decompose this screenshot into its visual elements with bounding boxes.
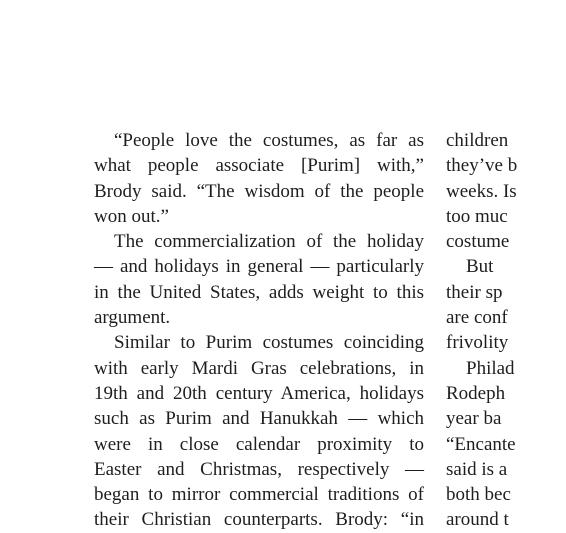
text-line: began to mirror commercial traditions of xyxy=(94,484,424,506)
text-line: frivolity xyxy=(446,332,509,354)
text-line: too muc xyxy=(446,205,508,227)
text-line: in the United States, adds weight to this xyxy=(94,281,424,303)
text-line: children xyxy=(446,130,509,151)
text-line: both bec xyxy=(446,484,511,506)
text-line: said is a xyxy=(446,458,508,480)
text-line: “Encante xyxy=(446,433,516,455)
text-line: Easter and Christmas, respectively — xyxy=(94,458,424,480)
text-line: But xyxy=(466,256,494,278)
text-line: 19th and 20th century America, holidays xyxy=(94,382,424,404)
text-line: Brody said. “The wisdom of the people xyxy=(94,180,424,202)
text-line: year ba xyxy=(446,408,502,430)
text-line: their sp xyxy=(446,281,503,303)
text-line: costume xyxy=(446,231,510,253)
text-line: they’ve b xyxy=(446,155,518,177)
text-line: Philad xyxy=(466,357,515,379)
text-line: with early Mardi Gras celebrations, in xyxy=(94,357,424,379)
text-line: — and holidays in general — particularly xyxy=(94,256,424,278)
text-line: what people associate [Purim] with,” xyxy=(94,155,424,177)
text-line: their Christian counterparts. Brody: “in xyxy=(94,509,424,531)
text-line: The commercialization of the holiday xyxy=(114,231,424,253)
article-column-left xyxy=(94,128,424,533)
text-line: Similar to Purim costumes coinciding xyxy=(114,332,424,354)
text-line: were in close calendar proximity to xyxy=(94,433,424,455)
text-line: “People love the costumes, as far as xyxy=(114,130,424,151)
text-line: weeks. Is xyxy=(446,180,517,202)
text-line: won out.” xyxy=(94,205,169,227)
text-line: are conf xyxy=(446,307,508,329)
text-line: Rodeph xyxy=(446,382,506,404)
text-line: such as Purim and Hanukkah — which xyxy=(94,408,424,430)
text-line: around t xyxy=(446,509,509,531)
article-column-right xyxy=(446,128,566,533)
text-line: argument. xyxy=(94,307,171,329)
